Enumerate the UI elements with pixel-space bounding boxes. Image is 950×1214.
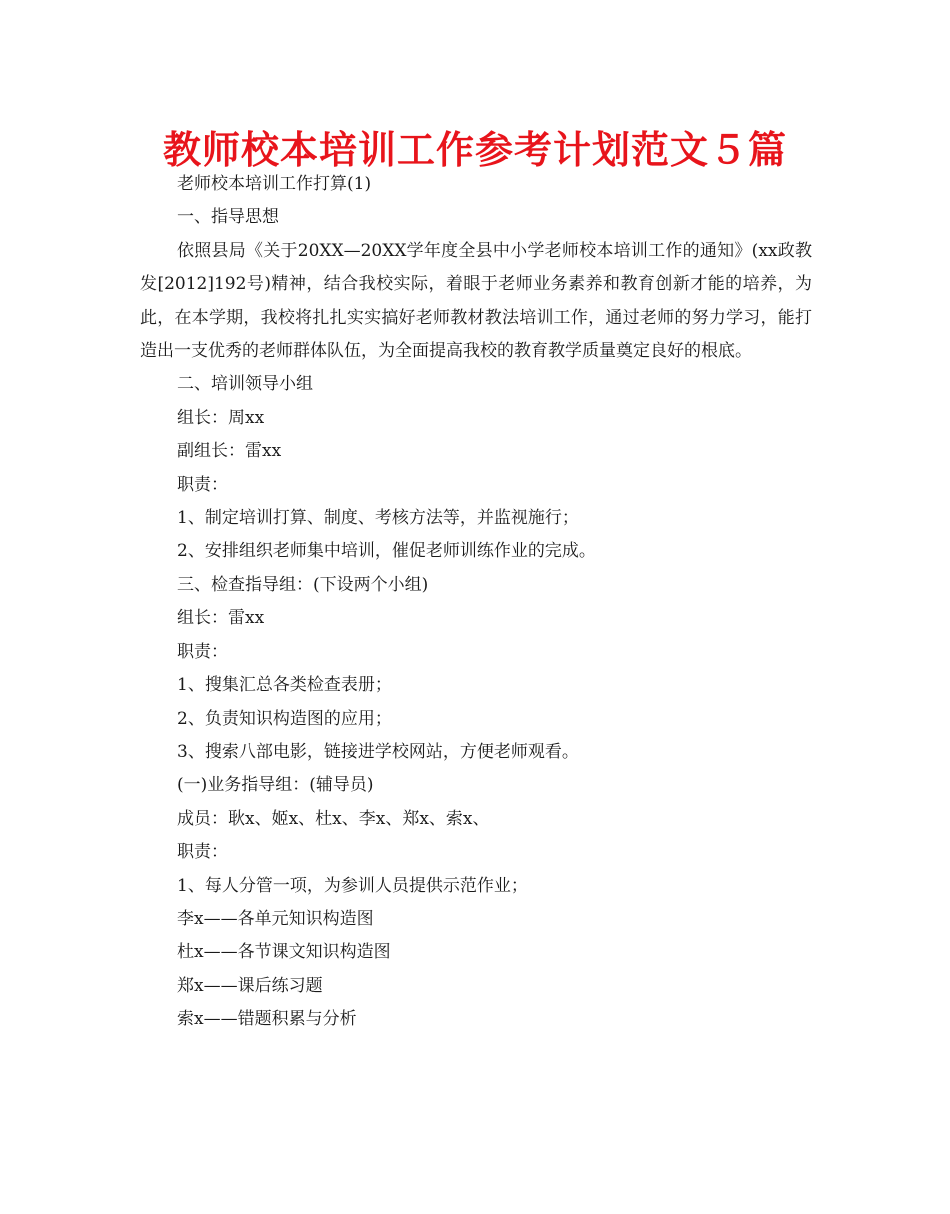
body-line: 职责：: [177, 641, 228, 662]
body-line: 郑x——课后练习题: [177, 975, 323, 996]
body-line: 组长：周xx: [177, 407, 265, 428]
body-line: 成员：耿x、姬x、杜x、李x、郑x、索x、: [177, 808, 490, 829]
body-paragraph: 依照县局《关于20XX—20XX学年度全县中小学老师校本培训工作的通知》(xx政教发[2012]192号)精神，结合我校实际，着眼于老师业务素养和教育创新才能的培养，为此，在本学期，我校将扎扎实实搞好老师教材教法培训工作，通过老师的努力学习，能打造出一支优秀的老师群体队伍，为全面提高我校的教育教学质量奠定良好的根底。: [140, 240, 812, 362]
body-line: 三、检查指导组：(下设两个小组): [177, 574, 429, 595]
body-line: 1、每人分管一项，为参训人员提供示范作业；: [177, 875, 528, 896]
body-line: 职责：: [177, 474, 228, 495]
body-line: 二、培训领导小组: [177, 374, 313, 395]
document-title: 教师校本培训工作参考计划范文５篇: [162, 128, 787, 172]
body-line: 1、制定培训打算、制度、考核方法等，并监视施行；: [177, 508, 579, 529]
body-line: 1、搜集汇总各类检查表册；: [177, 675, 392, 696]
section-heading: 一、指导思想: [177, 207, 279, 228]
document-body: [140, 168, 812, 1037]
body-line: 职责：: [177, 842, 228, 863]
body-line: 2、安排组织老师集中培训，催促老师训练作业的完成。: [177, 541, 596, 562]
body-line: 3、搜索八部电影，链接进学校网站，方便老师观看。: [177, 741, 579, 762]
section-heading: 老师校本培训工作打算(1): [177, 174, 372, 194]
body-line: 李x——各单元知识构造图: [177, 908, 374, 929]
body-line: 副组长：雷xx: [177, 441, 282, 462]
body-line: 2、负责知识构造图的应用；: [177, 708, 392, 729]
body-line: 杜x——各节课文知识构造图: [177, 942, 391, 963]
body-line: 组长：雷xx: [177, 608, 265, 629]
body-line: (一)业务指导组：(辅导员): [177, 775, 374, 796]
body-line: 索x——错题积累与分析: [177, 1009, 357, 1030]
